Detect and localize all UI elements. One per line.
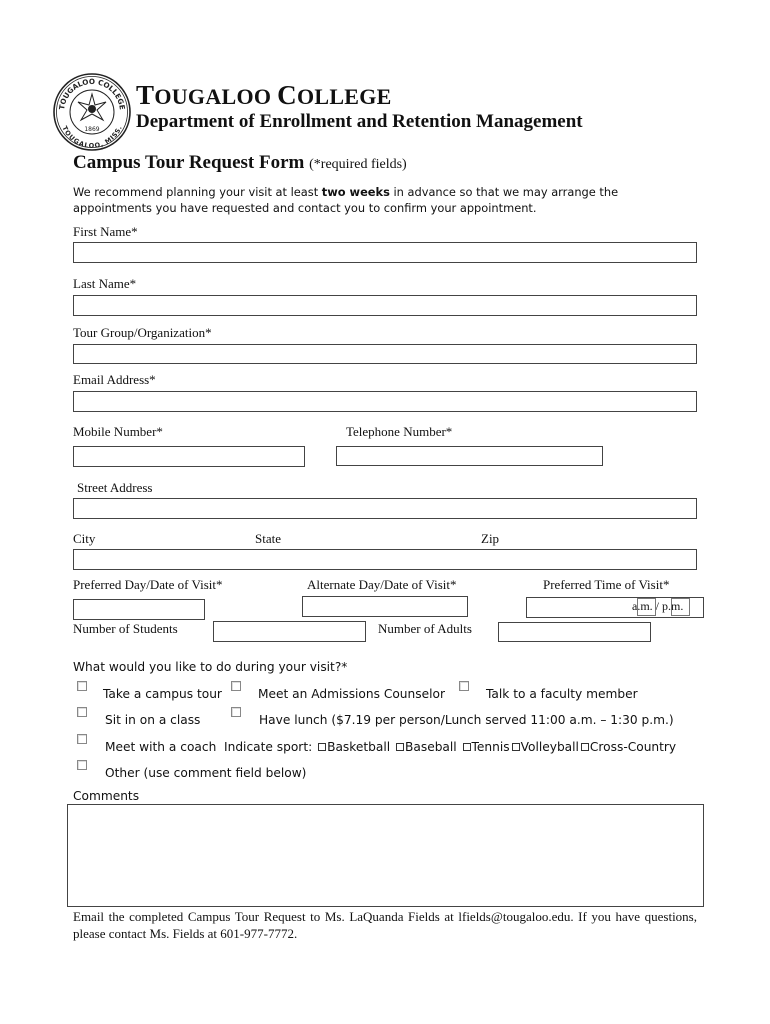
class-checkbox[interactable]	[77, 707, 87, 717]
college-seal-icon	[52, 72, 132, 152]
mobile-label: Mobile Number*	[73, 424, 163, 439]
activities-question: What would you like to do during your visit?*	[73, 660, 348, 674]
svg-text:TOUGALOO, MISS.: TOUGALOO, MISS.	[60, 124, 124, 150]
last-name-input[interactable]	[73, 295, 697, 316]
class-label: Sit in on a class	[105, 713, 201, 727]
coach-label: Meet with a coach	[105, 740, 217, 754]
comments-textarea[interactable]	[67, 804, 704, 907]
coach-checkbox[interactable]	[77, 734, 87, 744]
admissions-checkbox[interactable]	[231, 681, 241, 691]
admissions-label: Meet an Admissions Counselor	[258, 687, 445, 701]
preferred-day-input[interactable]	[73, 599, 205, 620]
email-label: Email Address*	[73, 372, 156, 387]
organization-input[interactable]	[73, 344, 697, 364]
city-state-zip-input[interactable]	[73, 549, 697, 570]
sports-row	[224, 740, 676, 754]
sport-tennis: Tennis	[471, 740, 510, 754]
email-input[interactable]	[73, 391, 697, 412]
street-input[interactable]	[73, 498, 697, 519]
tennis-checkbox[interactable]	[463, 743, 471, 751]
telephone-input[interactable]	[336, 446, 603, 466]
intro-text: We recommend planning your visit at least two weeks in advance so that we may arrange the appointments you have requested and contact you to confirm your appointment.	[73, 185, 619, 215]
last-name-label: Last Name*	[73, 276, 137, 291]
required-note: (*required fields)	[309, 157, 407, 172]
comments-label: Comments	[73, 789, 140, 803]
college-name: TOUGALOO COLLEGE	[136, 80, 392, 110]
volleyball-checkbox[interactable]	[512, 743, 520, 751]
faculty-checkbox[interactable]	[459, 681, 469, 691]
other-label: Other (use comment field below)	[105, 766, 307, 780]
telephone-label: Telephone Number*	[346, 424, 453, 439]
mobile-input[interactable]	[73, 446, 305, 467]
sport-volleyball: Volleyball	[520, 740, 579, 754]
state-label: State	[255, 531, 281, 546]
alternate-day-label: Alternate Day/Date of Visit*	[307, 577, 457, 592]
pm-box[interactable]	[671, 598, 690, 616]
svg-text:1869: 1869	[84, 126, 100, 133]
campus-tour-checkbox[interactable]	[77, 681, 87, 691]
street-label: Street Address	[77, 480, 153, 495]
zip-label: Zip	[481, 531, 500, 546]
lunch-checkbox[interactable]	[231, 707, 241, 717]
num-students-label: Number of Students	[73, 621, 178, 636]
city-label: City	[73, 531, 96, 546]
alternate-day-input[interactable]	[302, 596, 468, 617]
preferred-time-label: Preferred Time of Visit*	[543, 577, 670, 592]
other-checkbox[interactable]	[77, 760, 87, 770]
form-title: Campus Tour Request Form (*required fields)	[73, 152, 407, 173]
am-box[interactable]	[637, 598, 656, 616]
indicate-sport-label: Indicate sport:	[224, 740, 317, 754]
num-adults-input[interactable]	[498, 622, 651, 642]
sport-basketball: Basketball	[327, 740, 391, 754]
svg-text:TOUGALOO COLLEGE: TOUGALOO COLLEGE	[57, 76, 127, 111]
num-adults-label: Number of Adults	[378, 621, 472, 636]
closing-text: Email the completed Campus Tour Request to Ms. LaQuanda Fields at lfields@tougaloo.edu. If you have questions, please contact Ms. Fields at 601-977-7772.	[73, 909, 697, 941]
sport-baseball: Baseball	[405, 740, 457, 754]
sport-cross-country: Cross-Country	[589, 740, 677, 754]
first-name-input[interactable]	[73, 242, 697, 263]
ampm-label[interactable]: a.m. / p.m.	[632, 599, 684, 613]
faculty-label: Talk to a faculty member	[486, 687, 638, 701]
campus-tour-label: Take a campus tour	[103, 687, 222, 701]
department-title: Department of Enrollment and Retention Management	[136, 111, 583, 132]
organization-label: Tour Group/Organization*	[73, 325, 212, 340]
baseball-checkbox[interactable]	[396, 743, 404, 751]
preferred-day-label: Preferred Day/Date of Visit*	[73, 577, 223, 592]
basketball-checkbox[interactable]	[318, 743, 326, 751]
cross-country-checkbox[interactable]	[581, 743, 589, 751]
lunch-label: Have lunch ($7.19 per person/Lunch served 11:00 a.m. – 1:30 p.m.)	[259, 713, 674, 727]
num-students-input[interactable]	[213, 621, 366, 642]
first-name-label: First Name*	[73, 224, 138, 239]
